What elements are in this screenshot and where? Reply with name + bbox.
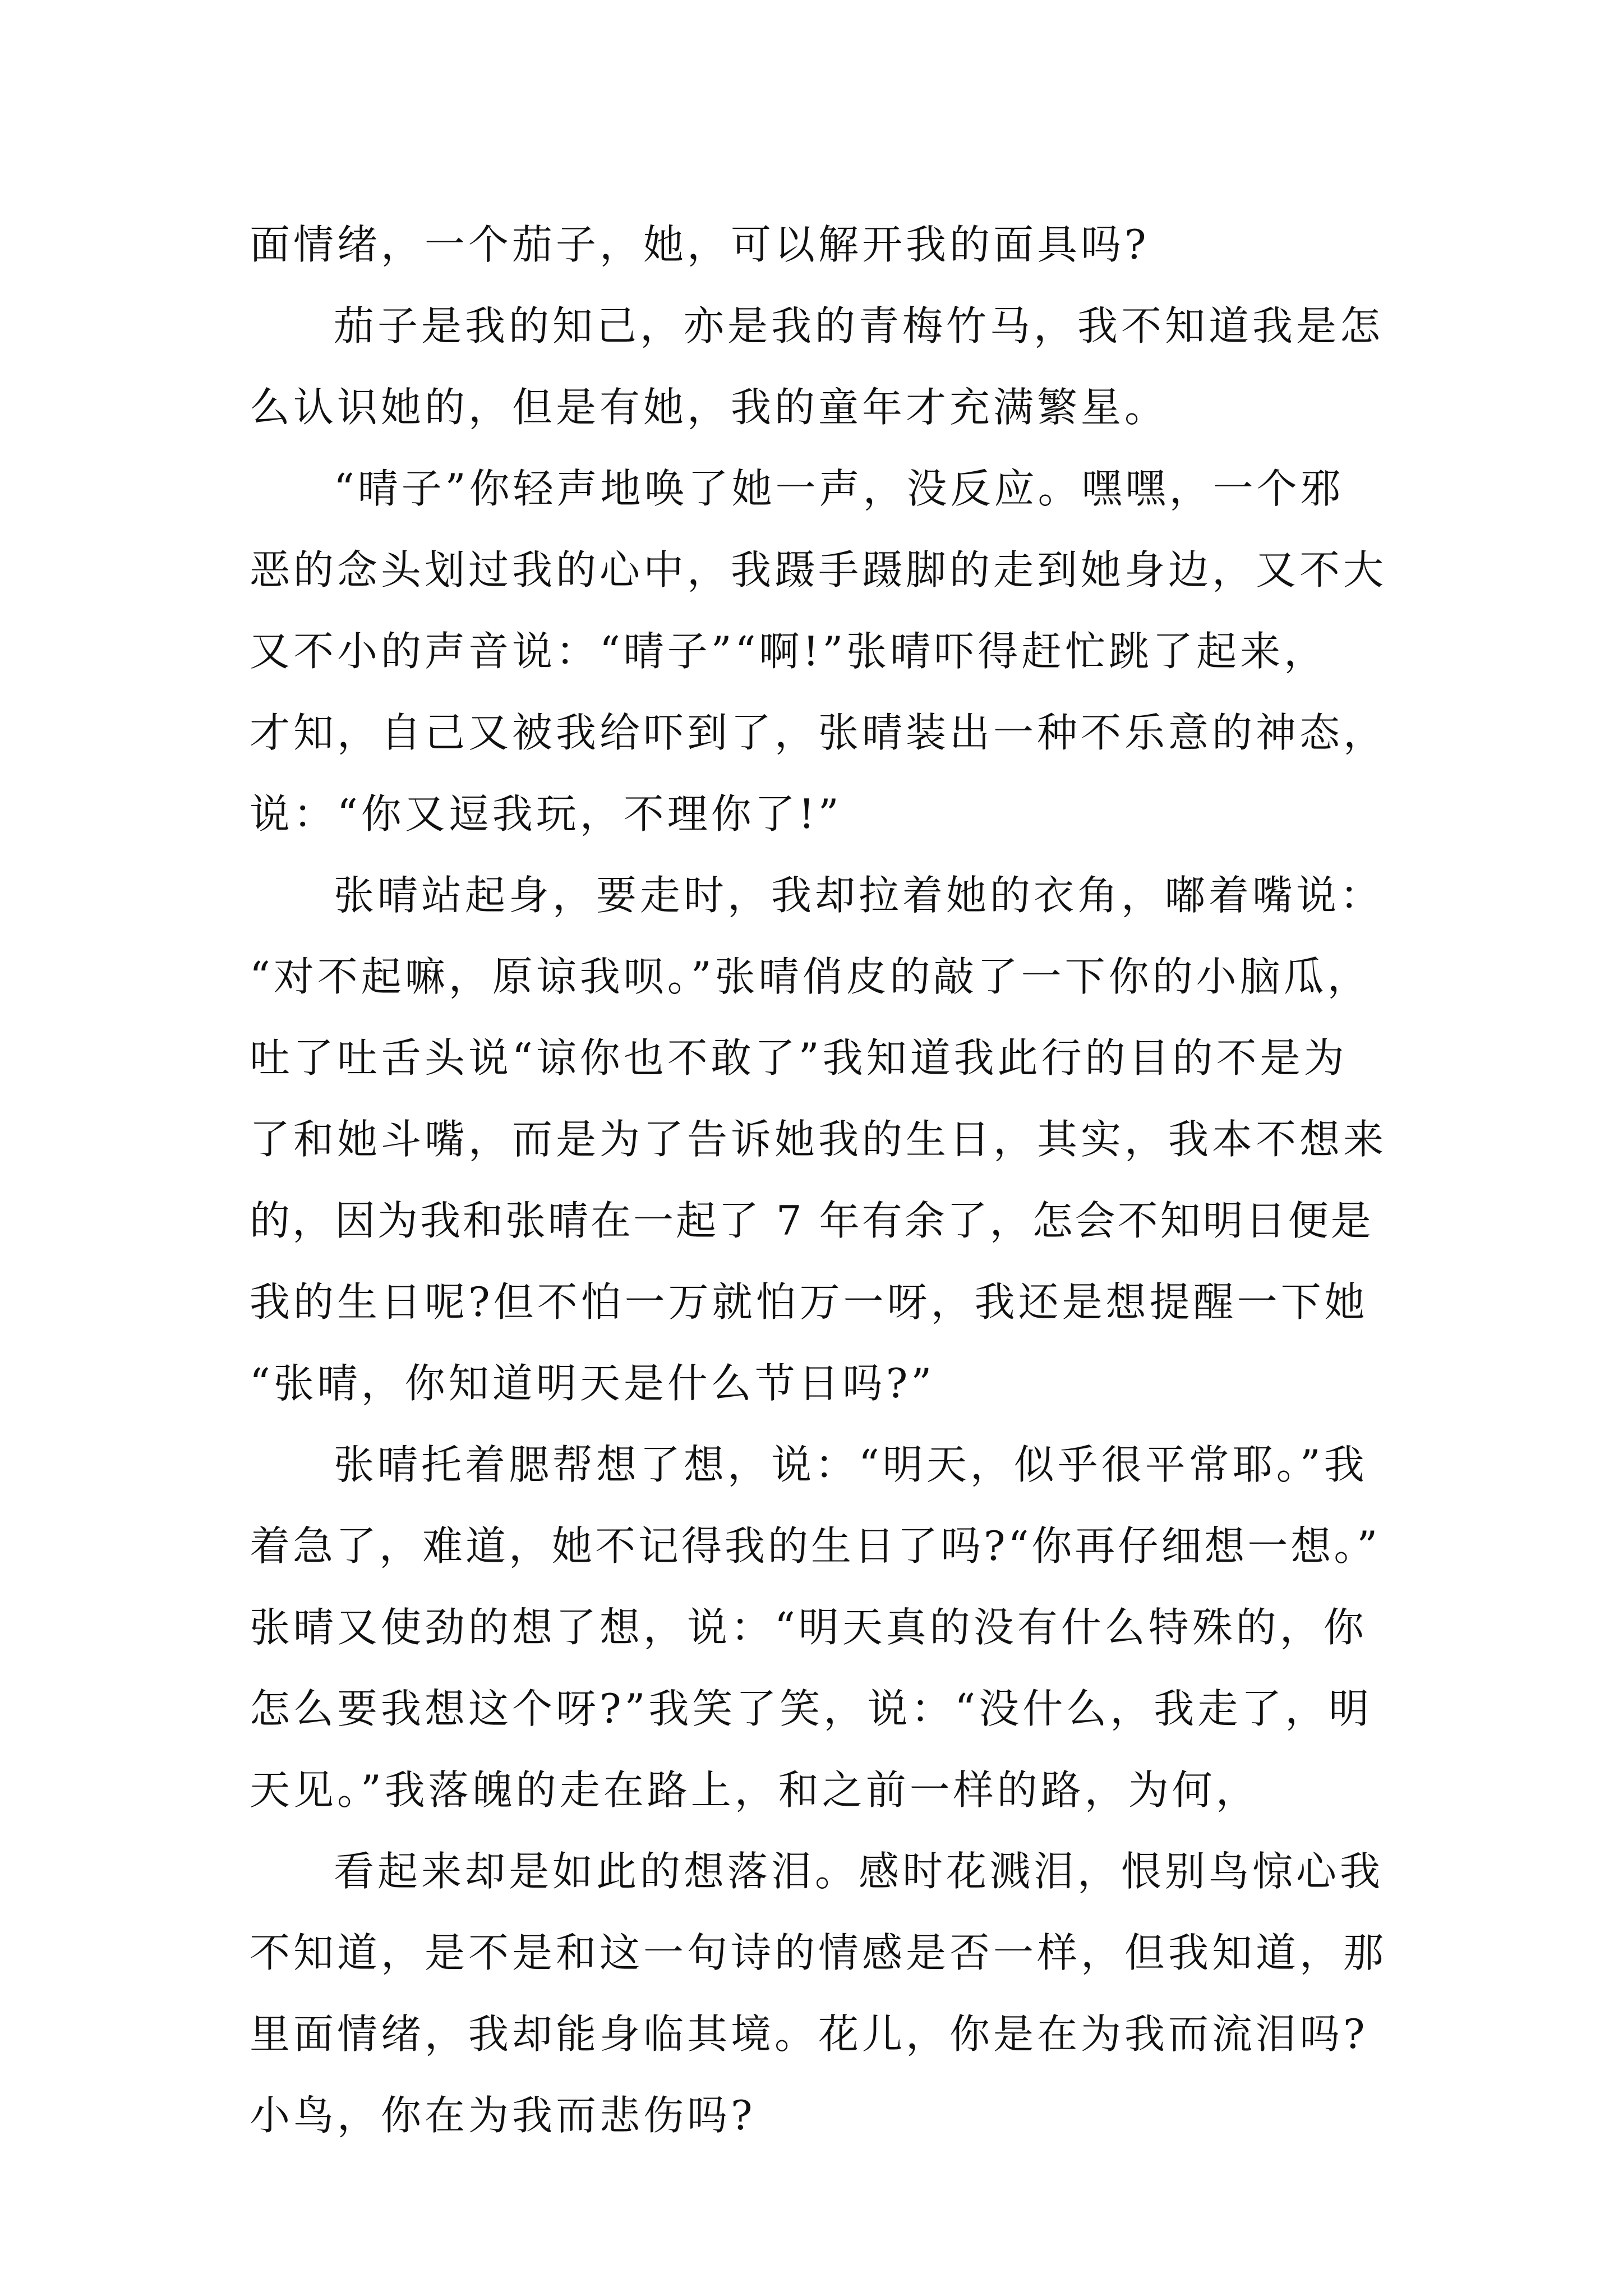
text-line: “对不起嘛，原谅我呗。”张晴俏皮的敲了一下你的小脑瓜， [250,953,1371,1000]
text-line: 张晴托着腮帮想了想，说：“明天，似乎很平常耶。”我 [334,1441,1368,1488]
text-line: 又不小的声音说：“晴子”“啊!”张晴吓得赶忙跳了起来， [250,628,1328,675]
text-line: 里面情绪，我却能身临其境。花儿，你是在为我而流泪吗? [250,2010,1368,2058]
text-line: 张晴又使劲的想了想，说：“明天真的没有什么特殊的，你 [250,1604,1367,1651]
text-line: 说：“你又逗我玩，不理你了!” [250,790,842,838]
text-line: 不知道，是不是和这一句诗的情感是否一样，但我知道，那 [250,1929,1387,1976]
text-line: 的，因为我和张晴在一起了 7 年有余了，怎会不知明日便是 [250,1197,1373,1244]
body-text [250,204,1388,2156]
text-line: 茄子是我的知己，亦是我的青梅竹马，我不知道我是怎 [334,302,1384,349]
text-line: 天见。”我落魄的走在路上，和之前一样的路，为何， [250,1766,1260,1814]
text-line: 面情绪，一个茄子，她，可以解开我的面具吗? [250,221,1150,268]
text-line: “晴子”你轻声地唤了她一声，没反应。嘿嘿，一个邪 [334,465,1344,512]
text-line: 看起来却是如此的想落泪。感时花溅泪，恨别鸟惊心我 [334,1848,1384,1895]
text-line: 我的生日呢?但不怕一万就怕万一呀，我还是想提醒一下她 [250,1278,1368,1326]
text-line: 小鸟，你在为我而悲伤吗? [250,2092,756,2139]
text-line: “张晴，你知道明天是什么节日吗?” [250,1360,935,1407]
text-line: 了和她斗嘴，而是为了告诉她我的生日，其实，我本不想来 [250,1116,1387,1163]
text-line: 恶的念头划过我的心中，我蹑手蹑脚的走到她身边，又不大 [250,546,1387,593]
text-line: 怎么要我想这个呀?”我笑了笑，说：“没什么，我走了，明 [250,1685,1373,1732]
text-line: 张晴站起身，要走时，我却拉着她的衣角，嘟着嘴说： [334,872,1384,919]
text-line: 才知，自己又被我给吓到了，张晴装出一种不乐意的神态， [250,709,1387,756]
text-line: 吐了吐舌头说“谅你也不敢了”我知道我此行的目的不是为 [250,1034,1348,1082]
text-line: 么认识她的，但是有她，我的童年才充满繁星。 [250,384,1169,431]
text-line: 着急了，难道，她不记得我的生日了吗?“你再仔细想一想。” [250,1522,1381,1570]
